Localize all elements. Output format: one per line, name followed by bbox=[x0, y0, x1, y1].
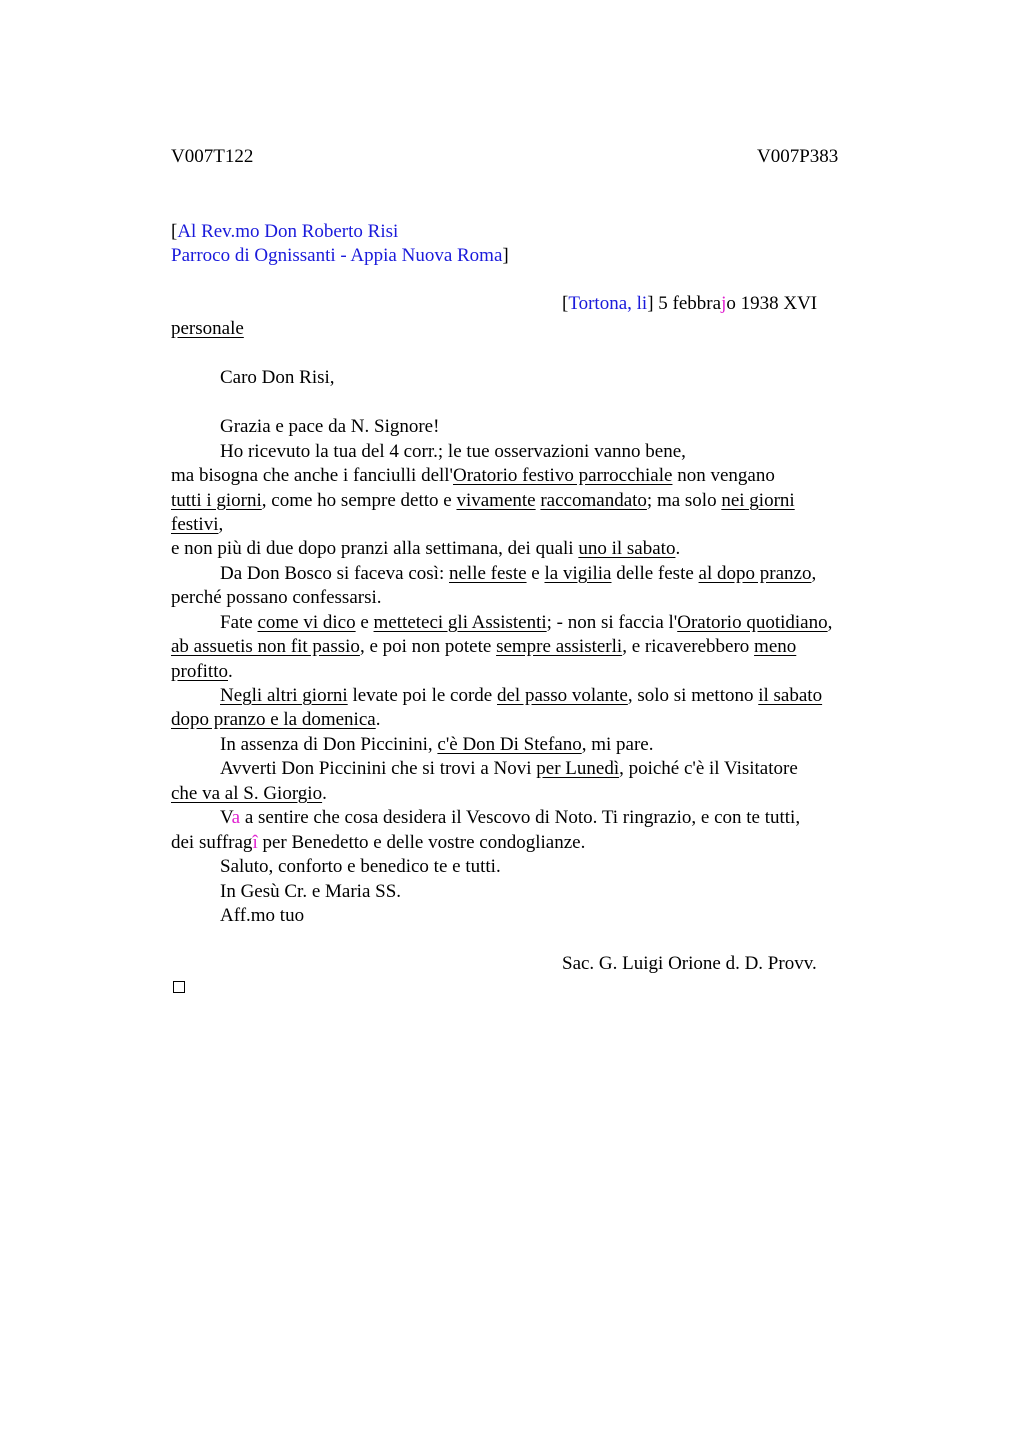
letter-date bbox=[562, 293, 817, 315]
text: , come ho sempre detto e bbox=[261, 490, 457, 511]
text: V bbox=[220, 807, 232, 828]
text: Avverti Don Piccinini che si trovi a Novi bbox=[220, 758, 537, 779]
text: non vengano bbox=[672, 465, 775, 486]
underlined-text: Oratorio quotidiano bbox=[677, 612, 828, 633]
body-line: Grazia e pace da N. Signore! bbox=[220, 416, 440, 437]
body-line bbox=[220, 733, 653, 757]
text: , e ricaverebbero bbox=[622, 636, 755, 657]
underlined-text: Negli altri giorni bbox=[220, 685, 348, 706]
greeting: Caro Don Risi, bbox=[220, 367, 335, 388]
text: ; - non si faccia l' bbox=[546, 612, 678, 633]
open-bracket: [ bbox=[562, 293, 569, 314]
underlined-text: meno bbox=[754, 636, 797, 657]
text: Da Don Bosco si faceva così: bbox=[220, 563, 449, 584]
text: e bbox=[355, 612, 374, 633]
body-line bbox=[171, 831, 585, 855]
underlined-text: metteteci gli Assistenti bbox=[373, 612, 547, 633]
underlined-text: nei giorni bbox=[721, 490, 795, 511]
text: delle feste bbox=[611, 563, 699, 584]
text: , bbox=[218, 514, 224, 535]
document-code-right: V007P383 bbox=[757, 146, 839, 167]
underlined-text: c'è Don Di Stefano bbox=[437, 734, 582, 755]
address-recipient: Al Rev.mo Don Roberto Risi bbox=[177, 221, 399, 242]
body-line bbox=[171, 464, 775, 488]
underlined-text: come vi dico bbox=[257, 612, 356, 633]
underlined-text: al dopo pranzo bbox=[698, 563, 812, 584]
underlined-text: tutti i giorni bbox=[171, 490, 262, 511]
text: e non più di due dopo pranzi alla settimana, dei quali bbox=[171, 538, 579, 559]
signature: Sac. G. Luigi Orione d. D. Provv. bbox=[562, 953, 817, 974]
body-line: perché possano confessarsi. bbox=[171, 587, 382, 608]
date-variant-letter: j bbox=[721, 293, 727, 314]
date-place: Tortona, li bbox=[568, 293, 648, 314]
body-line bbox=[171, 537, 680, 561]
underlined-text: che va al S. Giorgio bbox=[171, 783, 323, 804]
text: ma bisogna che anche i fanciulli dell' bbox=[171, 465, 453, 486]
text: a sentire che cosa desidera il Vescovo di Noto. Ti ringrazio, e con te tutti, bbox=[240, 807, 801, 828]
close-bracket: ] bbox=[647, 293, 654, 314]
underlined-text: raccomandato bbox=[540, 490, 647, 511]
body-line bbox=[171, 513, 223, 537]
text: , solo si mettono bbox=[627, 685, 759, 706]
text: . bbox=[228, 661, 233, 682]
underlined-text: dopo pranzo e la domenica bbox=[171, 709, 376, 730]
underlined-text: il sabato bbox=[758, 685, 823, 706]
end-marker-box bbox=[173, 981, 185, 993]
underlined-text: profitto bbox=[171, 661, 228, 682]
body-line bbox=[171, 782, 327, 806]
underlined-text: sempre assisterli bbox=[496, 636, 623, 657]
underlined-text: Oratorio festivo parrocchiale bbox=[453, 465, 673, 486]
body-line: Saluto, conforto e benedico te e tutti. bbox=[220, 856, 501, 877]
address-parish: Parroco di Ognissanti - Appia Nuova Roma bbox=[171, 245, 503, 266]
text: , mi pare. bbox=[581, 734, 654, 755]
close-bracket: ] bbox=[502, 245, 509, 266]
variant-letter: î bbox=[252, 832, 258, 853]
underlined-text: nelle feste bbox=[449, 563, 527, 584]
text: , bbox=[811, 563, 817, 584]
text: , e poi non potete bbox=[359, 636, 497, 657]
text: . bbox=[322, 783, 327, 804]
underlined-text: uno il sabato bbox=[578, 538, 676, 559]
date-rest: o 1938 XVI bbox=[726, 293, 818, 314]
text: levate poi le corde bbox=[347, 685, 497, 706]
underlined-text: per Lunedì bbox=[536, 758, 620, 779]
text: dei suffrag bbox=[171, 832, 253, 853]
body-line bbox=[171, 708, 380, 732]
text: , poiché c'è il Visitatore bbox=[619, 758, 798, 779]
text: ; ma solo bbox=[646, 490, 722, 511]
text: . bbox=[375, 709, 381, 730]
underlined-text: vivamente bbox=[456, 490, 536, 511]
body-line bbox=[171, 489, 795, 513]
underlined-text: del passo volante bbox=[497, 685, 628, 706]
body-line: In Gesù Cr. e Maria SS. bbox=[220, 881, 402, 902]
body-line bbox=[171, 635, 796, 659]
body-line bbox=[171, 660, 233, 684]
personal-note: personale bbox=[171, 318, 244, 339]
text: , bbox=[827, 612, 833, 633]
underlined-text: festivi bbox=[171, 514, 219, 535]
body-line: Ho ricevuto la tua del 4 corr.; le tue osservazioni vanno bene, bbox=[220, 441, 686, 462]
text: . bbox=[675, 538, 681, 559]
document-code-left: V007T122 bbox=[171, 146, 254, 167]
text: per Benedetto e delle vostre condoglianze. bbox=[257, 832, 586, 853]
body-line bbox=[220, 806, 800, 830]
body-line bbox=[220, 562, 816, 586]
closing: Aff.mo tuo bbox=[220, 905, 305, 926]
body-line bbox=[220, 757, 798, 781]
address-line-1 bbox=[171, 220, 398, 244]
variant-letter: a bbox=[231, 807, 241, 828]
underlined-text: la vigilia bbox=[544, 563, 612, 584]
text: e bbox=[526, 563, 545, 584]
text: In assenza di Don Piccinini, bbox=[220, 734, 438, 755]
text: Fate bbox=[220, 612, 258, 633]
date-day: 5 febbra bbox=[658, 293, 722, 314]
open-bracket: [ bbox=[171, 221, 178, 242]
body-line bbox=[220, 611, 832, 635]
underlined-text: ab assuetis non fit passio bbox=[171, 636, 360, 657]
body-line bbox=[220, 684, 822, 708]
address-line-2 bbox=[171, 244, 509, 268]
